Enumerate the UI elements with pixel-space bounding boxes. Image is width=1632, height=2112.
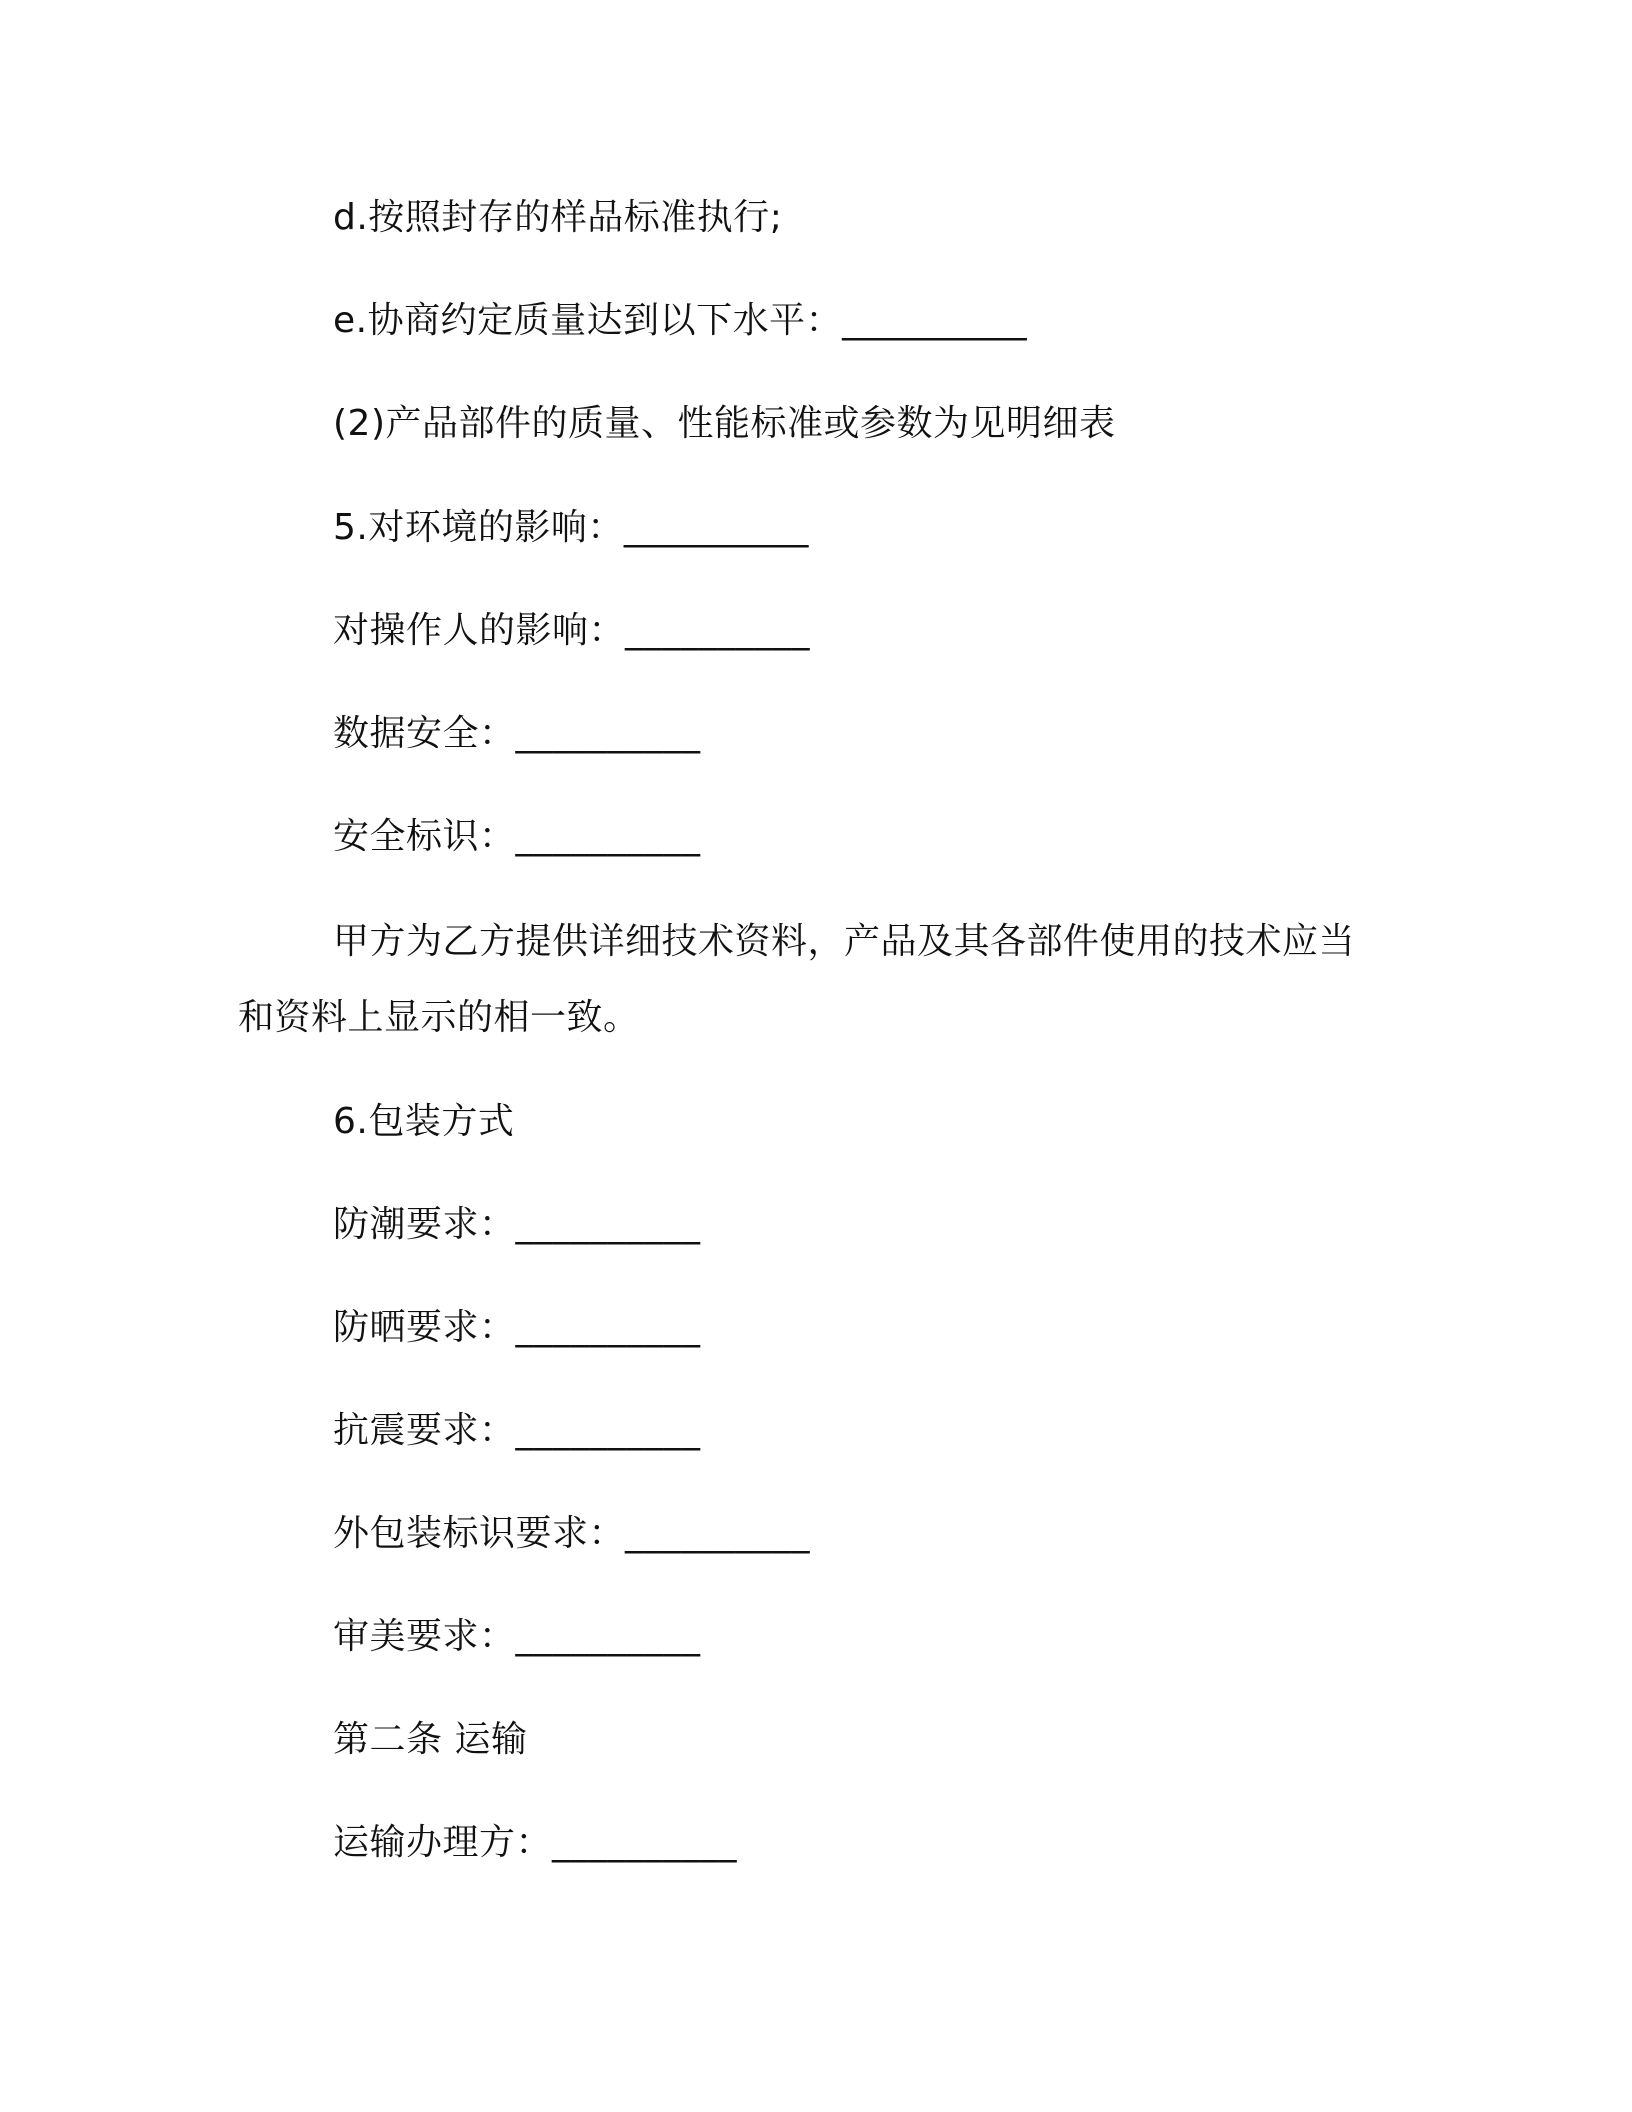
technical-docs-paragraph: 甲方为乙方提供详细技术资料，产品及其各部件使用的技术应当和资料上显示的相一致。 bbox=[238, 921, 1356, 1038]
clause-packaging-heading: 6.包装方式 bbox=[333, 1101, 515, 1142]
clause-sun-proof: 防晒要求：__________ bbox=[333, 1307, 701, 1348]
article-two-heading: 第二条 运输 bbox=[333, 1719, 528, 1760]
clause-shock-proof: 抗震要求：__________ bbox=[333, 1410, 701, 1451]
clause-parts-standard: (2)产品部件的质量、性能标准或参数为见明细表 bbox=[333, 403, 1116, 444]
clause-d: d.按照封存的样品标准执行; bbox=[333, 197, 783, 238]
clause-transport-handler: 运输办理方：__________ bbox=[333, 1822, 738, 1863]
clause-outer-packaging-marking: 外包装标识要求：__________ bbox=[333, 1513, 811, 1554]
clause-operator-impact: 对操作人的影响：__________ bbox=[333, 610, 811, 651]
clause-moisture-proof: 防潮要求：__________ bbox=[333, 1204, 701, 1245]
clause-safety-marking: 安全标识：__________ bbox=[333, 816, 701, 857]
clause-aesthetic: 审美要求：__________ bbox=[333, 1616, 701, 1657]
clause-data-security: 数据安全：__________ bbox=[333, 713, 701, 754]
clause-e: e.协商约定质量达到以下水平：__________ bbox=[333, 300, 1028, 341]
clause-environment-impact: 5.对环境的影响：__________ bbox=[333, 507, 809, 548]
